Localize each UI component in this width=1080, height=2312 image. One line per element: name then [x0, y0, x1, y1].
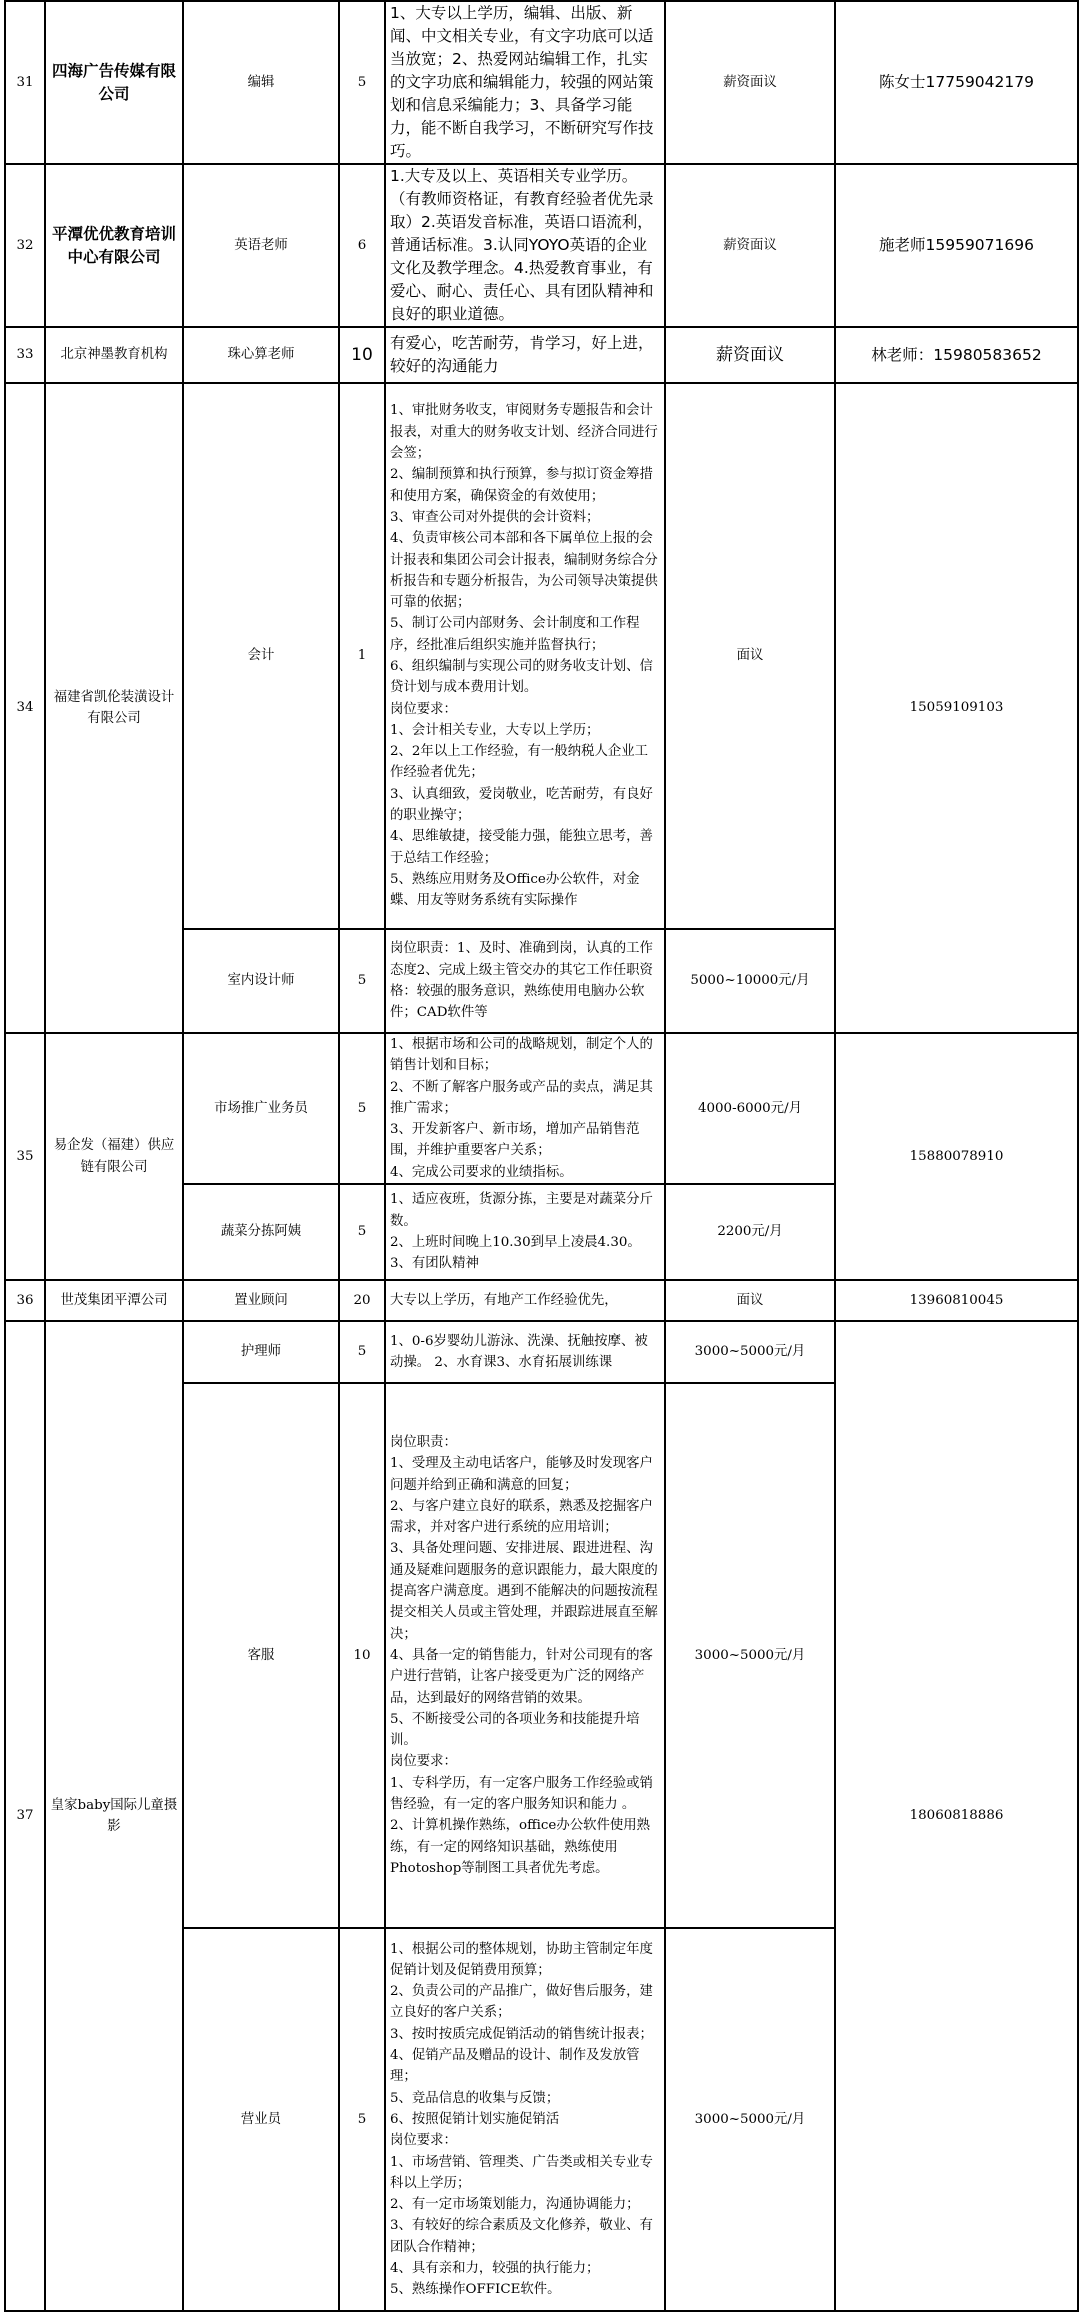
company-name: 福建省凯伦装潢设计有限公司: [45, 383, 183, 1033]
row-number: 34: [5, 383, 45, 1033]
hiring-count: 5: [339, 1033, 385, 1184]
job-requirements: 有爱心，吃苦耐劳，肯学习，好上进，较好的沟通能力: [385, 327, 665, 383]
position-name: 市场推广业务员: [183, 1033, 339, 1184]
job-requirements: 1、0-6岁婴幼儿游泳、洗澡、抚触按摩、被动操。 2、水育课3、水育拓展训练课: [385, 1321, 665, 1383]
salary: 4000-6000元/月: [665, 1033, 835, 1184]
company-name: 北京神墨教育机构: [45, 327, 183, 383]
row-number: 33: [5, 327, 45, 383]
salary: 面议: [665, 383, 835, 929]
contact: 18060818886: [835, 1321, 1078, 2311]
contact: 13960810045: [835, 1280, 1078, 1321]
job-requirements: 1.大专及以上、英语相关专业学历。（有教师资格证，有教育经验者优先录取）2.英语发音标准，英语口语流利，普通话标准。3.认同YOYO英语的企业文化及教学理念。4.热爱教育事业，有爱心、耐心、责任心、具有团队精神和良好的职业道德。: [385, 164, 665, 327]
hiring-count: 5: [339, 1184, 385, 1280]
job-requirements: 1、适应夜班，货源分拣，主要是对蔬菜分斤数。 2、上班时间晚上10.30到早上凌晨4.30。 3、有团队精神: [385, 1184, 665, 1280]
hiring-count: 5: [339, 1321, 385, 1383]
table-row: [5, 383, 1078, 929]
position-name: 置业顾问: [183, 1280, 339, 1321]
position-name: 护理师: [183, 1321, 339, 1383]
salary: 3000~5000元/月: [665, 1928, 835, 2311]
job-requirements: 1、审批财务收支，审阅财务专题报告和会计报表，对重大的财务收支计划、经济合同进行会签； 2、编制预算和执行预算，参与拟订资金筹措和使用方案，确保资金的有效使用； 3、审查公司对外提供的会计资料； 4、负责审核公司本部和各下属单位上报的会计报表和集团公司会计报表，编制财务综合分析报告和专题分析报告，为公司领导决策提供可靠的依据； 5、制订公司内部财务、会计制度和工作程序，经批准后组织实施并监督执行； 6、组织编制与实现公司的财务收支计划、信贷计划与成本费用计划。 岗位要求： 1、会计相关专业，大专以上学历； 2、2年以上工作经验，有一般纳税人企业工作经验者优先； 3、认真细致，爱岗敬业，吃苦耐劳，有良好的职业操守； 4、思维敏捷，接受能力强，能独立思考，善于总结工作经验； 5、熟练应用财务及Office办公软件，对金蝶、用友等财务系统有实际操作: [385, 383, 665, 929]
row-number: 35: [5, 1033, 45, 1280]
job-requirements: 岗位职责： 1、受理及主动电话客户，能够及时发现客户问题并给到正确和满意的回复； 2、与客户建立良好的联系，熟悉及挖掘客户需求，并对客户进行系统的应用培训； 3、具备处理问题、安排进展、跟进进程、沟通及疑难问题服务的意识跟能力，最大限度的提高客户满意度。遇到不能解决的问题按流程提交相关人员或主管处理，并跟踪进展直至解决； 4、具备一定的销售能力，针对公司现有的客户进行营销，让客户接受更为广泛的网络产品，达到最好的网络营销的效果。 5、不断接受公司的各项业务和技能提升培训。 岗位要求： 1、专科学历，有一定客户服务工作经验或销售经验，有一定的客户服务知识和能力 。 2、计算机操作熟练，office办公软件使用熟练，有一定的网络知识基础，熟练使用Photoshop等制图工具者优先考虑。: [385, 1383, 665, 1928]
salary: 薪资面议: [665, 327, 835, 383]
hiring-count: 10: [339, 1383, 385, 1928]
position-name: 室内设计师: [183, 929, 339, 1033]
job-requirements: 1、大专以上学历，编辑、出版、新闻、中文相关专业，有文字功底可以适当放宽；2、热爱网站编辑工作，扎实的文字功底和编辑能力，较强的网站策划和信息采编能力；3、具备学习能力，能不断自我学习，不断研究写作技巧。: [385, 1, 665, 164]
hiring-count: 10: [339, 327, 385, 383]
position-name: 珠心算老师: [183, 327, 339, 383]
position-name: 营业员: [183, 1928, 339, 2311]
table-row: [5, 1033, 1078, 1184]
job-requirements: 大专以上学历，有地产工作经验优先，: [385, 1280, 665, 1321]
salary: 3000~5000元/月: [665, 1383, 835, 1928]
company-name: 世茂集团平潭公司: [45, 1280, 183, 1321]
job-listing-table: [4, 0, 1079, 2312]
job-requirements: 1、根据市场和公司的战略规划，制定个人的销售计划和目标； 2、不断了解客户服务或产品的卖点，满足其推广需求； 3、开发新客户、新市场，增加产品销售范围，并维护重要客户关系； 4、完成公司要求的业绩指标。: [385, 1033, 665, 1184]
table-row: [5, 1, 1078, 164]
position-name: 编辑: [183, 1, 339, 164]
row-number: 32: [5, 164, 45, 327]
contact: 陈女士17759042179: [835, 1, 1078, 164]
hiring-count: 6: [339, 164, 385, 327]
company-name: 皇家baby国际儿童摄影: [45, 1321, 183, 2311]
job-requirements: 1、根据公司的整体规划，协助主管制定年度促销计划及促销费用预算； 2、负责公司的产品推广，做好售后服务，建立良好的客户关系； 3、按时按质完成促销活动的销售统计报表； 4、促销产品及赠品的设计、制作及发放管理； 5、竞品信息的收集与反馈； 6、按照促销计划实施促销活 岗位要求： 1、市场营销、管理类、广告类或相关专业专科以上学历； 2、有一定市场策划能力，沟通协调能力； 3、有较好的综合素质及文化修养，敬业、有团队合作精神； 4、具有亲和力，较强的执行能力； 5、熟练操作OFFICE软件。: [385, 1928, 665, 2311]
company-name: 易企发（福建）供应链有限公司: [45, 1033, 183, 1280]
salary: 5000~10000元/月: [665, 929, 835, 1033]
salary: 2200元/月: [665, 1184, 835, 1280]
salary: 面议: [665, 1280, 835, 1321]
position-name: 蔬菜分拣阿姨: [183, 1184, 339, 1280]
salary: 薪资面议: [665, 1, 835, 164]
company-name: 平潭优优教育培训中心有限公司: [45, 164, 183, 327]
hiring-count: 5: [339, 1928, 385, 2311]
contact: 施老师15959071696: [835, 164, 1078, 327]
table-row: [5, 1280, 1078, 1321]
contact: 15059109103: [835, 383, 1078, 1033]
table-row: [5, 164, 1078, 327]
row-number: 31: [5, 1, 45, 164]
job-requirements: 岗位职责：1、及时、准确到岗，认真的工作态度2、完成上级主管交办的其它工作任职资格：较强的服务意识，熟练使用电脑办公软件；CAD软件等: [385, 929, 665, 1033]
contact: 15880078910: [835, 1033, 1078, 1280]
row-number: 37: [5, 1321, 45, 2311]
position-name: 英语老师: [183, 164, 339, 327]
hiring-count: 1: [339, 383, 385, 929]
hiring-count: 5: [339, 929, 385, 1033]
salary: 薪资面议: [665, 164, 835, 327]
contact: 林老师：15980583652: [835, 327, 1078, 383]
table-row: [5, 327, 1078, 383]
salary: 3000~5000元/月: [665, 1321, 835, 1383]
row-number: 36: [5, 1280, 45, 1321]
position-name: 客服: [183, 1383, 339, 1928]
hiring-count: 5: [339, 1, 385, 164]
hiring-count: 20: [339, 1280, 385, 1321]
position-name: 会计: [183, 383, 339, 929]
company-name: 四海广告传媒有限公司: [45, 1, 183, 164]
table-row: [5, 1321, 1078, 1383]
